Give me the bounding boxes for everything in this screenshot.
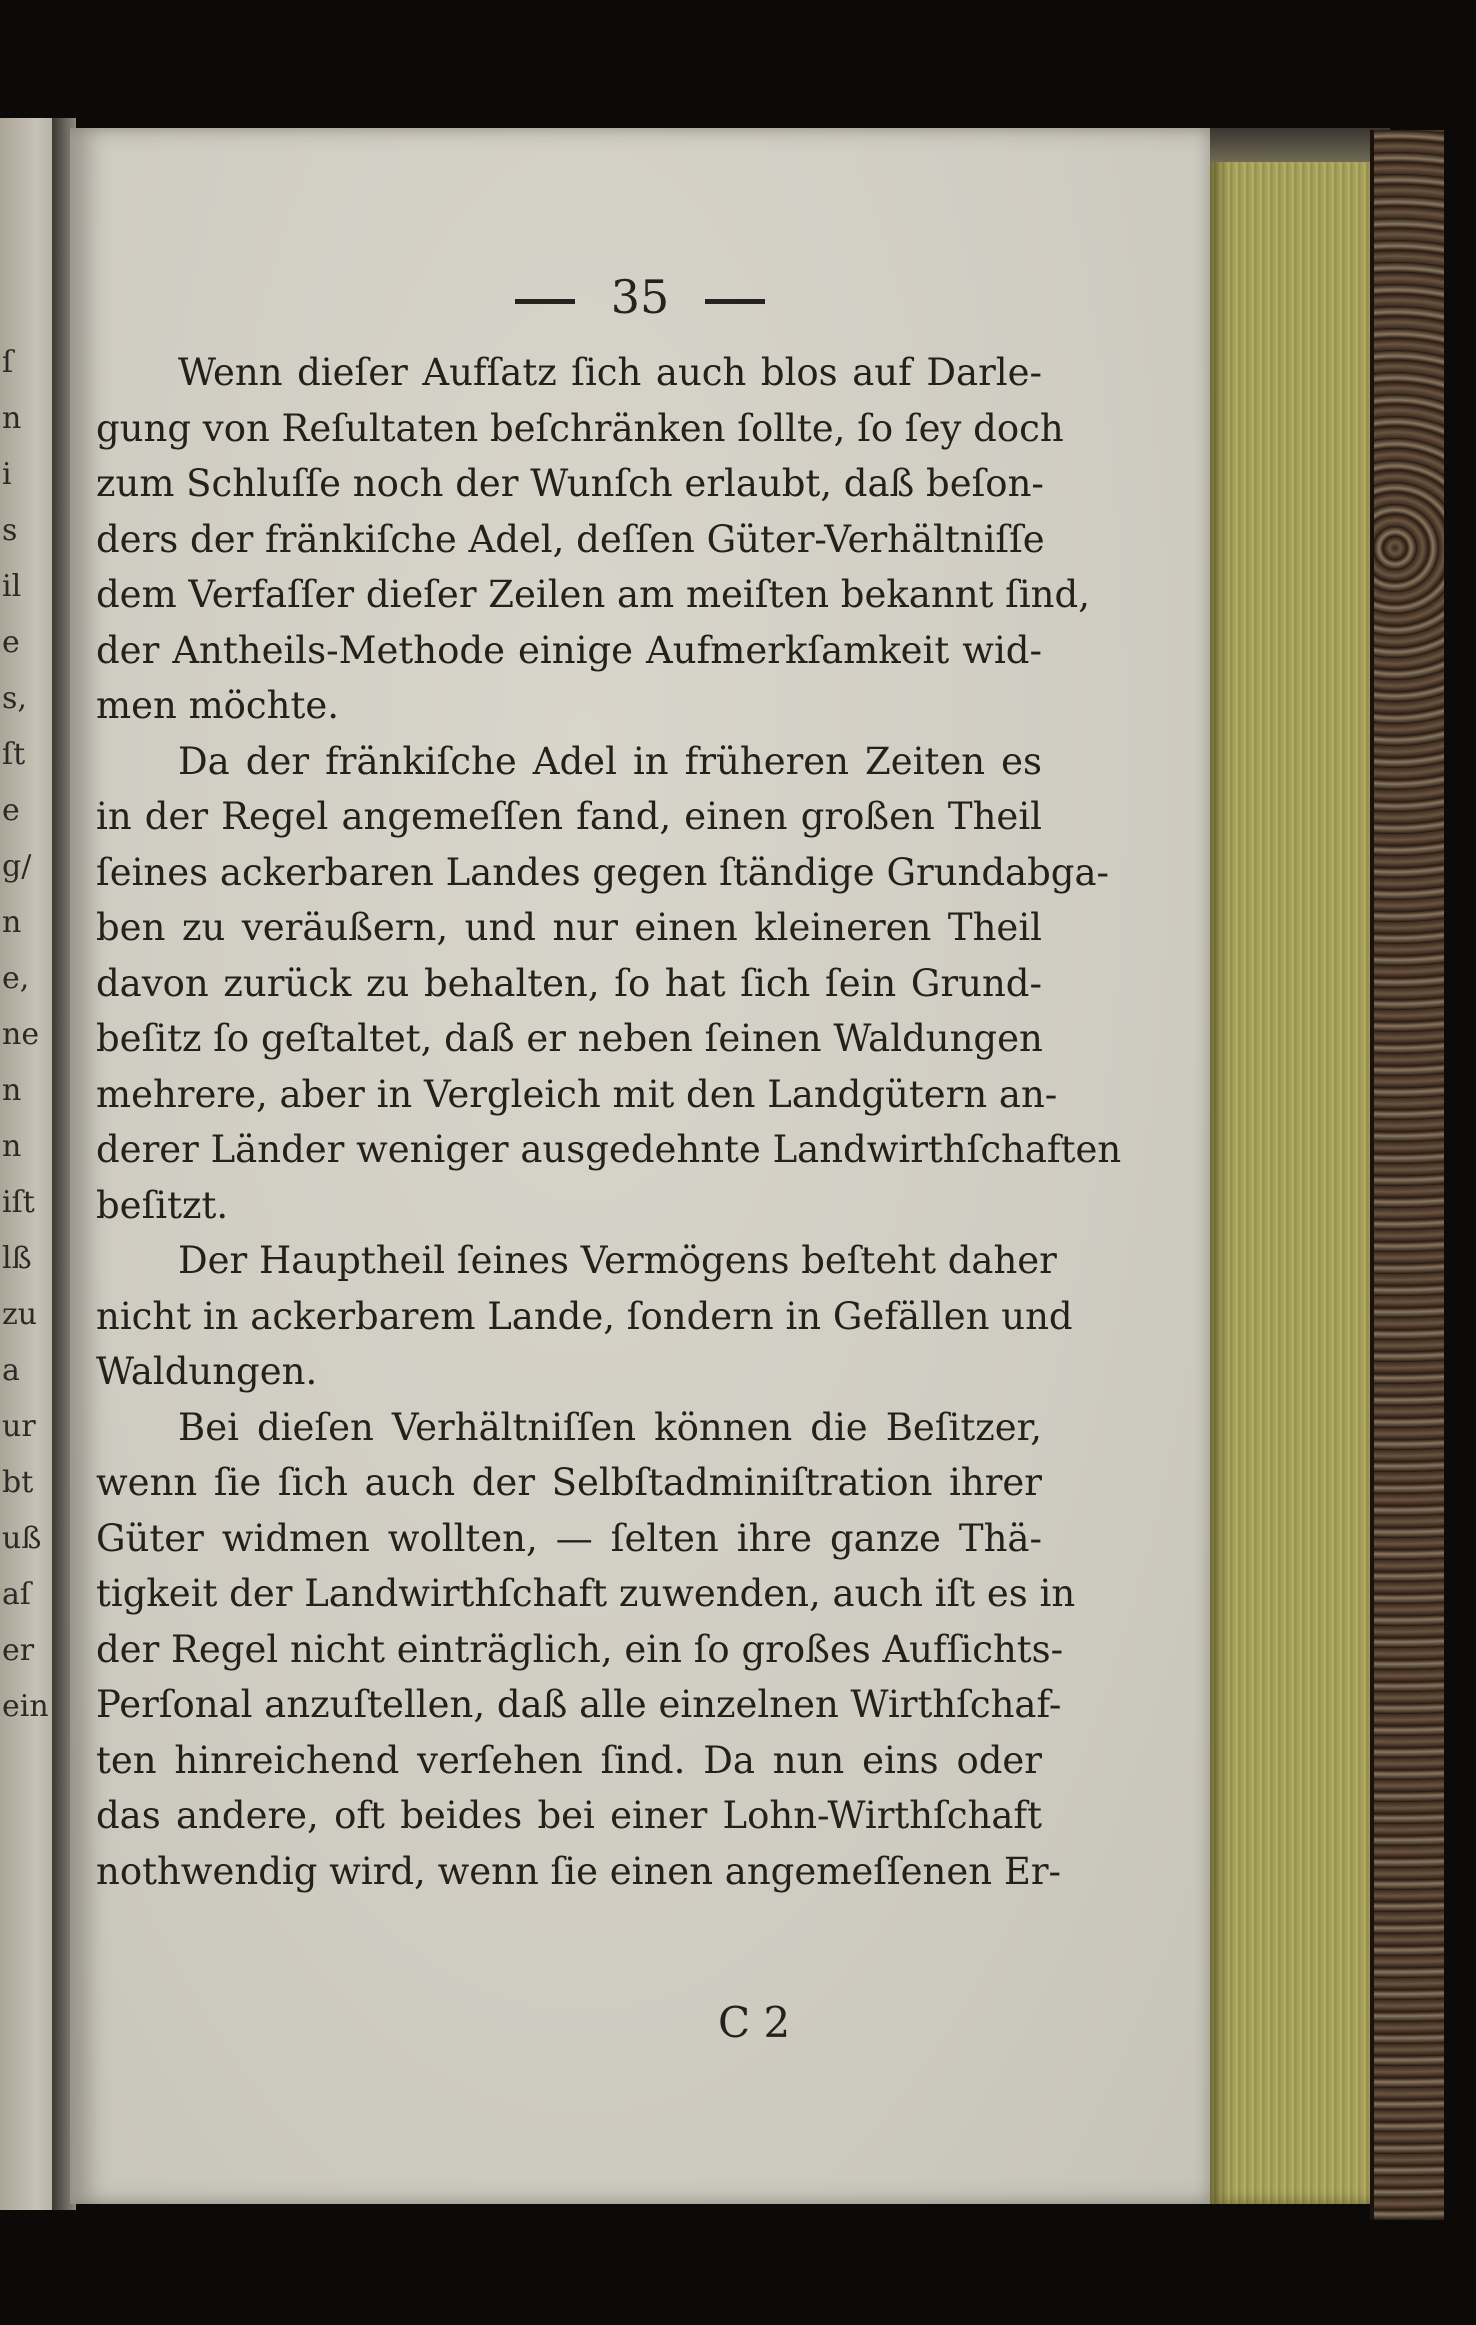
text-line: zum Schluſſe noch der Wunſch erlaubt, daß beſon- <box>96 462 1044 505</box>
paragraph <box>96 1233 1073 1400</box>
text-line: nothwendig wird, wenn ſie einen angemeſſenen Er- <box>96 1849 1062 1893</box>
left-page-fragment: s, <box>2 681 27 716</box>
text-line: mehrere, aber in Vergleich mit den Landgütern an- <box>96 1072 1058 1116</box>
left-page-fragment: n <box>2 905 22 940</box>
left-page-fragment: bt <box>2 1465 34 1500</box>
left-page-fragment: ſ <box>2 345 14 380</box>
left-page-fragment: s <box>2 513 18 548</box>
text-line: Wenn dieſer Aufſatz ſich auch blos auf Darle- <box>178 351 1042 394</box>
text-line: men möchte. <box>96 684 340 727</box>
left-page-fragment: zu <box>2 1297 38 1332</box>
left-page-fragment: er <box>2 1633 35 1668</box>
text-line: ten hinreichend verſehen ſind. Da nun eins oder <box>96 1738 1042 1782</box>
text-line: in der Regel angemeſſen fand, einen großen Theil <box>96 795 1042 838</box>
text-line: gung von Reſultaten beſchränken ſollte, ſo ſey doch <box>96 406 1064 450</box>
header-dash-right <box>705 299 765 304</box>
left-page-fragment: il <box>2 569 22 604</box>
left-page-fragment: iſt <box>2 1185 35 1220</box>
text-line: wenn ſie ſich auch der Selbſtadminiſtration ihrer <box>96 1461 1042 1504</box>
left-page-fragment: ein <box>2 1689 49 1724</box>
left-page-fragment: ſt <box>2 737 26 772</box>
left-page-fragment: i <box>2 457 12 492</box>
text-line: Der Hauptheil ſeines Vermögens beſteht daher <box>178 1239 1057 1282</box>
text-line: dem Verfaſſer dieſer Zeilen am meiſten bekannt ſind, <box>96 573 1090 616</box>
text-line: das andere, oft beides bei einer Lohn-Wirthſchaft <box>96 1794 1042 1837</box>
left-page-fragment: n <box>2 1129 22 1164</box>
text-line: der Antheils-Methode einige Aufmerkſamkeit wid- <box>96 628 1042 672</box>
text-line: Da der fränkiſche Adel in früheren Zeiten es <box>178 739 1042 783</box>
text-line: davon zurück zu behalten, ſo hat ſich ſein Grund- <box>96 961 1042 1005</box>
text-line: Waldungen. <box>96 1350 318 1393</box>
signature-mark: C 2 <box>718 1998 791 2047</box>
text-line: der Regel nicht einträglich, ein ſo großes Aufſichts- <box>96 1627 1064 1671</box>
page-block-top <box>1210 128 1390 162</box>
header-dash-left <box>515 299 575 304</box>
text-line: nicht in ackerbarem Lande, ſondern in Gefällen und <box>96 1294 1073 1338</box>
text-line: beſitzt. <box>96 1183 229 1227</box>
left-page-fragment: n <box>2 1073 22 1108</box>
body-text <box>96 345 1122 1899</box>
page-number: 35 <box>610 270 670 324</box>
left-page-fragment: e, <box>2 961 30 996</box>
left-page-fragment: ur <box>2 1409 36 1444</box>
left-page-fragment: a <box>2 1353 20 1388</box>
text-line: Perſonal anzuſtellen, daß alle einzelnen Wirthſchaf- <box>96 1683 1062 1726</box>
left-page-fragment: lß <box>2 1241 32 1276</box>
paragraph <box>96 734 1122 1234</box>
left-page-fragment: ne <box>2 1017 40 1052</box>
left-page-fragment: e <box>2 625 20 660</box>
left-page-fragment: aſ <box>2 1577 31 1612</box>
text-line: ben zu veräußern, und nur einen kleineren Theil <box>96 906 1042 949</box>
text-line: ders der fränkiſche Adel, deſſen Güter-Verhältniſſe <box>96 517 1045 561</box>
text-line: Bei dieſen Verhältniſſen können die Beſitzer, <box>178 1405 1042 1449</box>
text-line: ſeines ackerbaren Landes gegen ſtändige Grundabga- <box>96 850 1110 894</box>
text-line: Güter widmen wollten, — ſelten ihre ganze Thä- <box>96 1516 1042 1560</box>
paragraph <box>96 345 1090 734</box>
text-line: tigkeit der Landwirthſchaft zuwenden, auch iſt es in <box>96 1572 1076 1615</box>
text-line: derer Länder weniger ausgedehnte Landwirthſchaften <box>96 1128 1122 1171</box>
text-line: beſitz ſo geſtaltet, daß er neben ſeinen Waldungen <box>96 1017 1043 1060</box>
left-page-fragment: e <box>2 793 20 828</box>
left-page-fragment: n <box>2 401 22 436</box>
page-block-edge <box>1210 128 1370 2204</box>
previous-page-edge <box>0 118 52 2210</box>
paragraph <box>96 1400 1076 1900</box>
marbled-cover <box>1370 130 1444 2220</box>
left-page-fragment: uß <box>2 1521 42 1556</box>
page-header <box>70 270 1210 330</box>
left-page-fragment: g/ <box>2 849 32 884</box>
